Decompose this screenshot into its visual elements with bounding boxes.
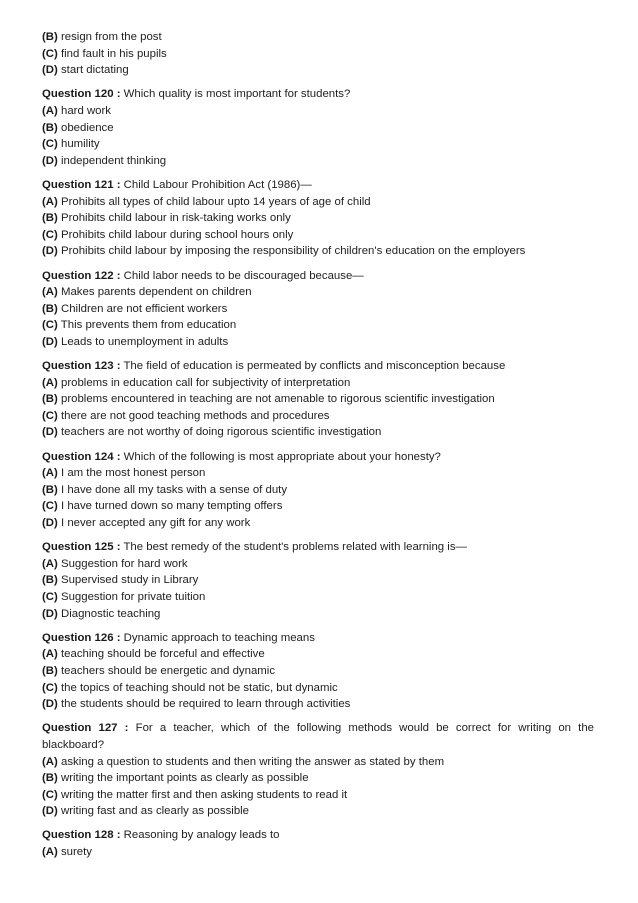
option-text: I have done all my tasks with a sense of duty (60, 483, 288, 496)
option-letter: (A) (42, 467, 58, 480)
option (42, 572, 594, 589)
question-line (42, 539, 594, 556)
option (42, 301, 594, 318)
option (42, 482, 594, 499)
option-text: Prohibits child labour during school hours only (60, 228, 294, 241)
option (42, 103, 594, 120)
option (42, 136, 594, 153)
option-text: Prohibits child labour by imposing the responsibility of children's education on the employers (60, 245, 526, 258)
option-letter: (A) (42, 557, 58, 570)
question-block (42, 827, 594, 860)
option (42, 787, 594, 804)
option (42, 556, 594, 573)
option (42, 46, 594, 63)
option-letter: (B) (42, 664, 58, 677)
option (42, 408, 594, 425)
question-text: The best remedy of the student's problems related with learning is— (123, 541, 467, 554)
option-letter: (B) (42, 772, 58, 785)
option-text: teachers are not worthy of doing rigorous scientific investigation (60, 426, 382, 439)
option (42, 375, 594, 392)
option (42, 153, 594, 170)
question-block (42, 449, 594, 532)
option-letter: (A) (42, 286, 58, 299)
option-text: Supervised study in Library (60, 574, 199, 587)
option-text: teaching should be forceful and effective (60, 648, 265, 661)
question-text: Which of the following is most appropriate about your honesty? (123, 450, 441, 463)
question-text: Dynamic approach to teaching means (123, 631, 315, 644)
option-letter: (B) (42, 212, 58, 225)
option-text: independent thinking (60, 154, 167, 167)
option-text: the topics of teaching should not be static, but dynamic (60, 681, 338, 694)
option (42, 391, 594, 408)
option-letter: (B) (42, 121, 58, 134)
option-letter: (B) (42, 483, 58, 496)
option (42, 424, 594, 441)
option (42, 465, 594, 482)
option-letter: (C) (42, 500, 58, 513)
option-text: the students should be required to learn through activities (60, 698, 351, 711)
option-text: Children are not efficient workers (60, 302, 228, 315)
question-label: Question 127 : (42, 722, 129, 735)
option-letter: (B) (42, 393, 58, 406)
option (42, 680, 594, 697)
option-text: Diagnostic teaching (60, 607, 161, 620)
question-block (42, 177, 594, 260)
option-text: resign from the post (60, 31, 162, 43)
option (42, 29, 594, 46)
option-text: Makes parents dependent on children (60, 286, 252, 299)
question-block (42, 268, 594, 351)
option-letter: (C) (42, 590, 58, 603)
option-text: I never accepted any gift for any work (60, 517, 251, 529)
option-text: find fault in his pupils (60, 47, 167, 60)
question-line (42, 177, 594, 194)
option-letter: (C) (42, 681, 58, 694)
question-text: For a teacher, which of the following methods would be correct for writing on the blackboard? (42, 722, 594, 751)
continued-options (42, 29, 594, 79)
option (42, 62, 594, 79)
option-text: I am the most honest person (60, 467, 206, 480)
question-block (42, 358, 594, 441)
question-line (42, 630, 594, 647)
option (42, 334, 594, 351)
question-text: The field of education is permeated by conflicts and misconception because (123, 360, 506, 373)
question-text: Which quality is most important for students? (123, 88, 351, 101)
option (42, 770, 594, 787)
option (42, 844, 594, 861)
option-text: This prevents them from education (60, 319, 237, 332)
option (42, 646, 594, 663)
option-letter: (C) (42, 138, 58, 151)
question-line (42, 86, 594, 103)
option-text: Leads to unemployment in adults (60, 335, 229, 348)
option (42, 317, 594, 334)
question-block (42, 720, 594, 820)
option-letter: (B) (42, 574, 58, 587)
option (42, 696, 594, 713)
option-letter: (C) (42, 228, 58, 241)
question-text: Child labor needs to be discouraged because— (123, 269, 364, 282)
option-letter: (A) (42, 376, 58, 389)
question-label: Question 128 : (42, 829, 121, 842)
option (42, 803, 594, 820)
option-letter: (D) (42, 607, 58, 620)
option-text: writing the matter first and then asking students to read it (60, 788, 348, 801)
option-letter: (D) (42, 426, 58, 439)
question-label: Question 121 : (42, 178, 121, 191)
question-block (42, 539, 594, 622)
option-text: Suggestion for private tuition (60, 590, 206, 603)
question-line (42, 827, 594, 844)
option-letter: (D) (42, 335, 58, 348)
option (42, 284, 594, 301)
question-line (42, 449, 594, 466)
option-text: surety (60, 846, 93, 859)
question-text: Child Labour Prohibition Act (1986)— (123, 178, 312, 191)
option-letter: (C) (42, 319, 58, 332)
option-text: hard work (60, 104, 111, 117)
option-text: Suggestion for hard work (60, 557, 188, 570)
question-label: Question 120 : (42, 88, 121, 101)
question-text: Reasoning by analogy leads to (123, 829, 280, 842)
option-text: teachers should be energetic and dynamic (60, 664, 276, 677)
question-block (42, 86, 594, 169)
option-letter: (A) (42, 104, 58, 117)
option-letter: (D) (42, 245, 58, 258)
option (42, 194, 594, 211)
question-label: Question 125 : (42, 541, 121, 554)
option (42, 515, 594, 532)
question-list (42, 29, 594, 861)
option-letter: (C) (42, 788, 58, 801)
question-label: Question 122 : (42, 269, 121, 282)
option-text: Prohibits all types of child labour upto 14 years of age of child (60, 195, 371, 208)
option (42, 498, 594, 515)
option-letter: (A) (42, 755, 58, 768)
option (42, 606, 594, 623)
option-text: humility (60, 138, 100, 151)
option-text: there are not good teaching methods and procedures (60, 409, 330, 422)
option-letter: (D) (42, 698, 58, 711)
option-text: obedience (60, 121, 114, 134)
option (42, 210, 594, 227)
question-label: Question 126 : (42, 631, 121, 644)
option (42, 663, 594, 680)
option (42, 589, 594, 606)
question-label: Question 123 : (42, 360, 121, 373)
option-letter: (A) (42, 648, 58, 661)
option-text: problems in education call for subjectivity of interpretation (60, 376, 351, 389)
option-letter: (D) (42, 154, 58, 167)
question-line (42, 358, 594, 375)
question-line (42, 268, 594, 285)
option-letter: (A) (42, 846, 58, 859)
option-letter: (D) (42, 64, 58, 77)
option-text: I have turned down so many tempting offers (60, 500, 283, 513)
question-label: Question 124 : (42, 450, 121, 463)
option-letter: (B) (42, 302, 58, 315)
question-line (42, 720, 594, 753)
option-text: writing fast and as clearly as possible (60, 805, 250, 818)
option (42, 754, 594, 771)
option (42, 120, 594, 137)
question-block (42, 630, 594, 713)
option-text: problems encountered in teaching are not amenable to rigorous scientific investigation (60, 393, 495, 406)
option (42, 243, 594, 260)
option-letter: (A) (42, 195, 58, 208)
option (42, 227, 594, 244)
option-text: writing the important points as clearly as possible (60, 772, 309, 785)
option-letter: (C) (42, 409, 58, 422)
option-letter: (D) (42, 517, 58, 529)
option-text: Prohibits child labour in risk-taking works only (60, 212, 291, 225)
option-letter: (D) (42, 805, 58, 818)
option-letter: (C) (42, 47, 58, 60)
option-letter: (B) (42, 31, 58, 43)
option-text: start dictating (60, 64, 129, 77)
option-text: asking a question to students and then writing the answer as stated by them (60, 755, 445, 768)
